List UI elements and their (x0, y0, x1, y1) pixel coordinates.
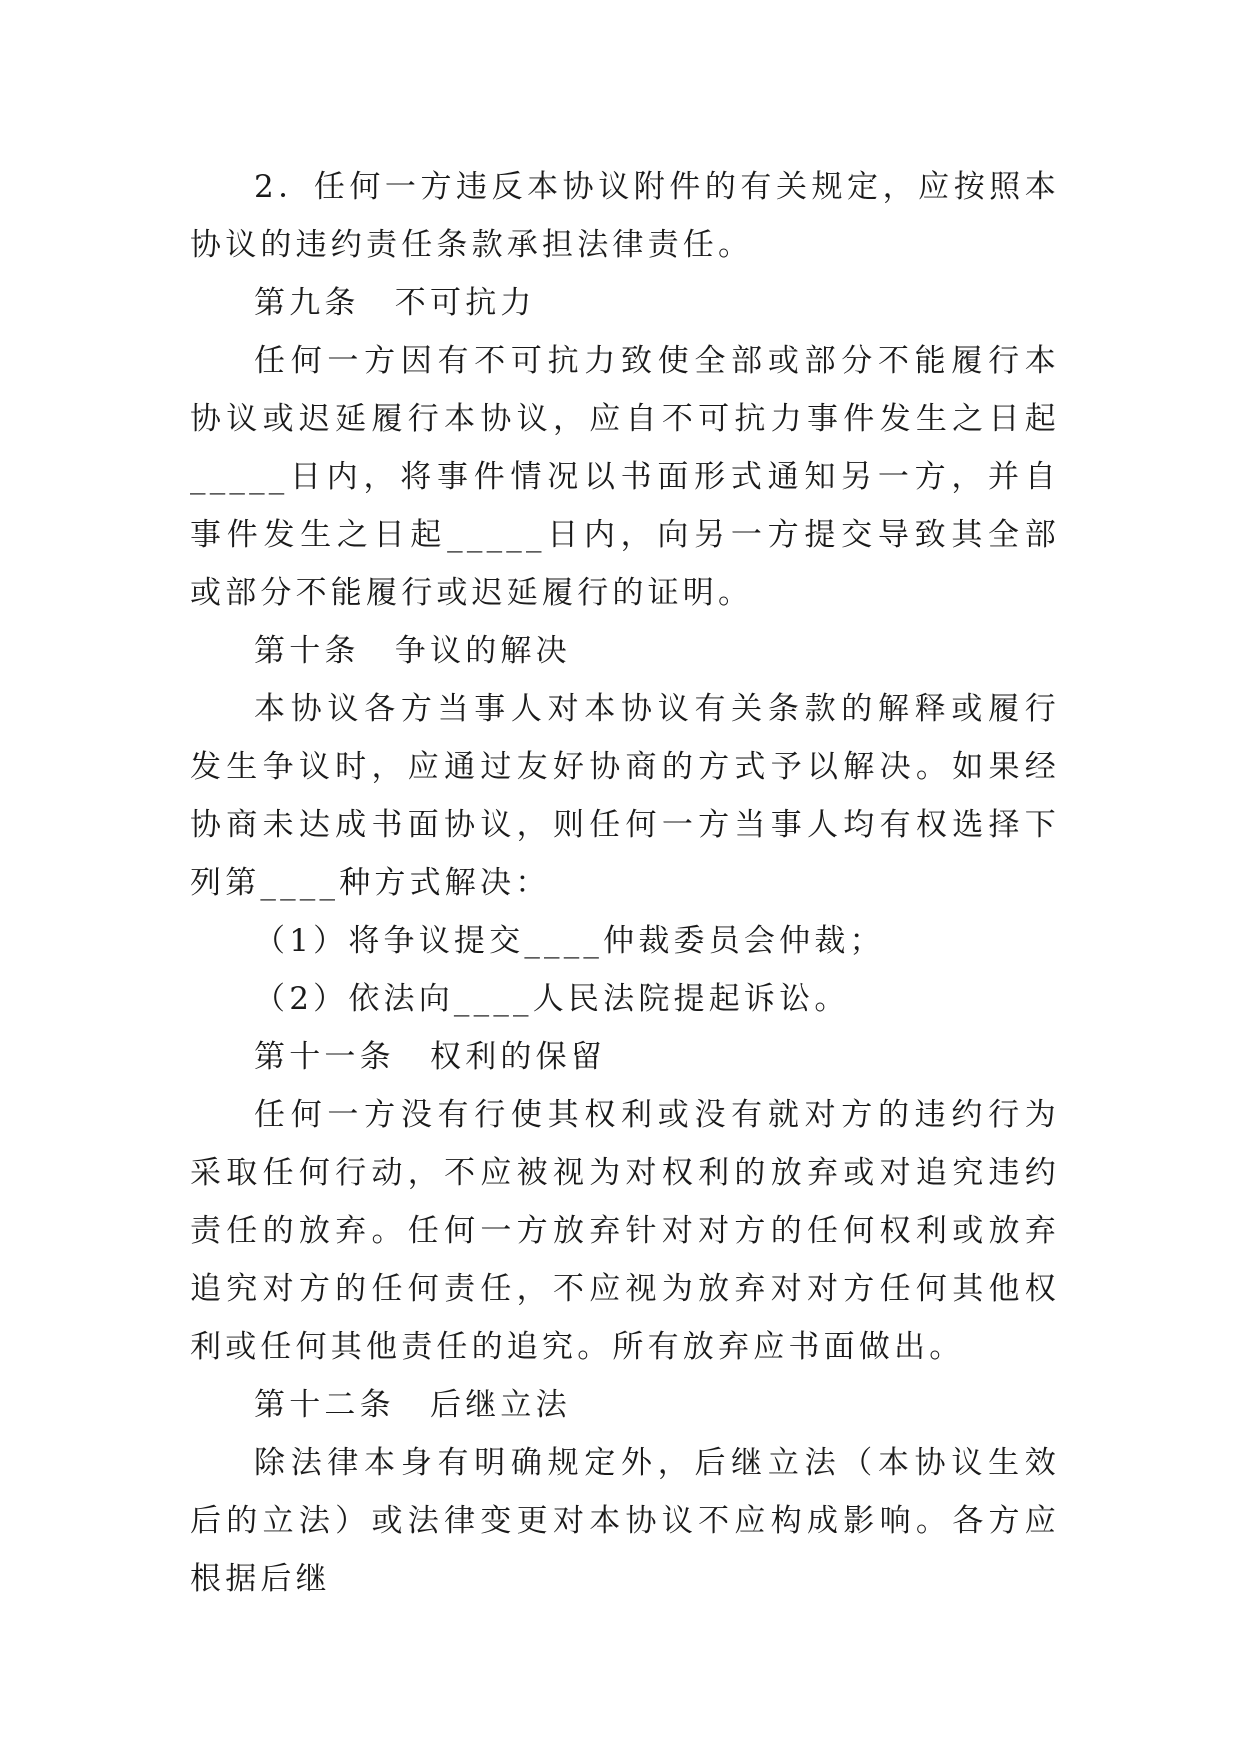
paragraph-arbitration-option: （1）将争议提交____仲裁委员会仲裁； (254, 923, 885, 959)
article-9-heading: 第九条 不可抗力 (254, 285, 536, 321)
paragraph-annex-violation: 2．任何一方违反本协议附件的有关规定，应按照本协议的违约责任条款承担法律责任。 (190, 169, 1060, 263)
article-11-heading: 第十一条 权利的保留 (254, 1039, 606, 1075)
paragraph-reservation-of-rights: 任何一方没有行使其权利或没有就对方的违约行为采取任何行动，不应被视为对权利的放弃或对追究违约责任的放弃。任何一方放弃针对对方的任何权利或放弃追究对方的任何责任，不应视为放弃对对方任何其他权利或任何其他责任的追究。所有放弃应书面做出。 (190, 1097, 1060, 1365)
paragraph-force-majeure: 任何一方因有不可抗力致使全部或部分不能履行本协议或迟延履行本协议，应自不可抗力事件发生之日起_____日内，将事件情况以书面形式通知另一方，并自事件发生之日起_____日内，向另一方提交导致其全部或部分不能履行或迟延履行的证明。 (190, 343, 1060, 611)
article-12-heading: 第十二条 后继立法 (254, 1387, 571, 1423)
document-body (190, 158, 1060, 1608)
paragraph-litigation-option: （2）依法向____人民法院提起诉讼。 (254, 981, 850, 1017)
article-10-heading: 第十条 争议的解决 (254, 633, 571, 669)
paragraph-dispute-resolution: 本协议各方当事人对本协议有关条款的解释或履行发生争议时，应通过友好协商的方式予以解决。如果经协商未达成书面协议，则任何一方当事人均有权选择下列第____种方式解决： (190, 691, 1060, 901)
paragraph-subsequent-legislation: 除法律本身有明确规定外，后继立法（本协议生效后的立法）或法律变更对本协议不应构成影响。各方应根据后继 (190, 1445, 1060, 1597)
